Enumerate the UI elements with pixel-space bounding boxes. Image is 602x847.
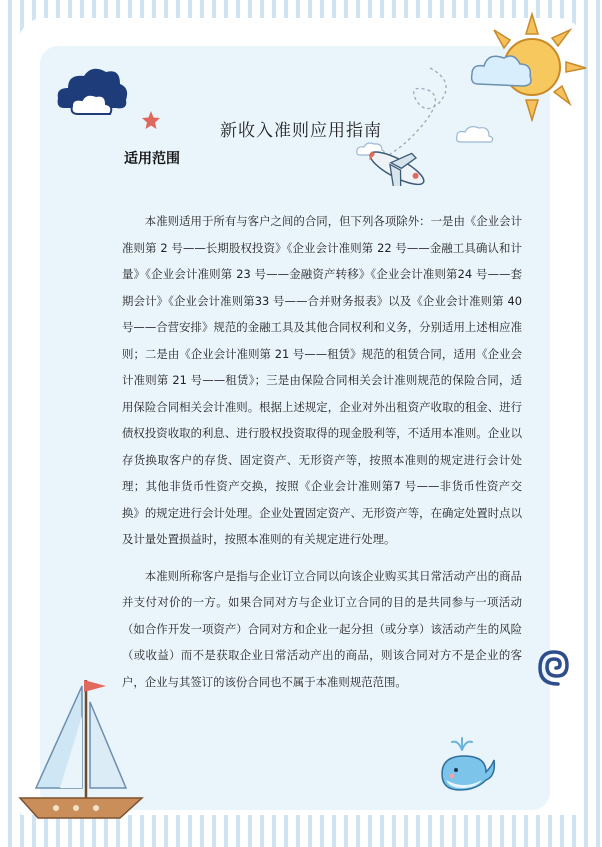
- cloud-icon: [54, 62, 132, 118]
- whale-icon: [436, 736, 496, 794]
- paragraph: 本准则所称客户是指与企业订立合同以向该企业购买其日常活动产出的商品并支付对价的一方。如果合同对方与企业订立合同的目的是共同参与一项活动（如合作开发一项资产）合同对方和企业一起分担（或分享）该活动产生的风险（或收益）而不是获取企业日常活动产出的商品，则该合同对方不是企业的客户，企业与其签订的该份合同也不属于本准则规范范围。: [122, 568, 522, 689]
- body-text: [122, 208, 522, 705]
- section-heading: 适用范围: [124, 151, 180, 167]
- paragraph: 本准则适用于所有与客户之间的合同，但下列各项除外：一是由《企业会计准则第 2 号——长期股权投资》《企业会计准则第 22 号——金融工具确认和计量》《企业会计准则第 23 号——金融资产转移》《企业会计准则第24 号——套期会计》《企业会计准则第33 号——合并财务报表》以及《企业会计准则第 40 号——合营安排》规范的金融工具及其他合同权利和义务，分别适用上述相应准则；二是由《企业会计准则第 21 号——租赁》规范的租赁合同，适用《企业会计准则第 21 号——租赁》；三是由保险合同相关会计准则规范的保险合同，适用保险合同相关会计准则。根据上述规定，企业对外出租资产收取的租金、进行债权投资收取的利息、进行股权投资取得的现金股利等，不适用本准则。企业以存货换取客户的存货、固定资产、无形资产等，按照本准则的规定进行会计处理；其他非货币性资产交换，按照《企业会计准则第7 号——非货币性资产交换》的规定进行会计处理。企业处置固定资产、无形资产等，在确定处置时点以及计量处置损益时，按照本准则的有关规定进行处理。: [122, 214, 522, 546]
- sun-icon: [470, 12, 590, 122]
- spiral-icon: [536, 646, 576, 690]
- page-title: 新收入准则应用指南: [220, 121, 382, 141]
